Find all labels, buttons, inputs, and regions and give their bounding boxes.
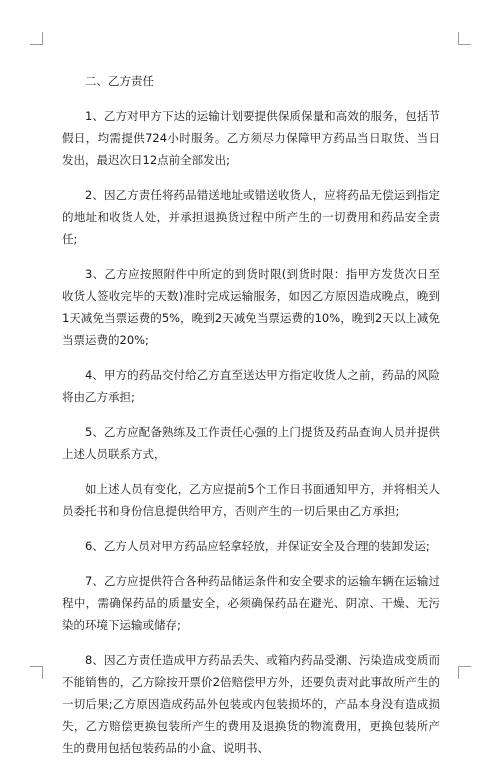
crop-mark-top-left bbox=[30, 32, 43, 45]
paragraph-2: 2、因乙方责任将药品错送地址或错送收货人，应将药品无偿运到指定的地址和收货人处，并承担退换货过程中所产生的一切费用和药品安全责任; bbox=[62, 188, 440, 246]
paragraph-5-continued: 如上述人员有变化，乙方应提前5个工作日书面通知甲方，并将相关人员委托书和身份信息提供给甲方，否则产生的一切后果由乙方承担; bbox=[62, 482, 440, 518]
section-title: 二、乙方责任 bbox=[85, 74, 154, 88]
paragraph-1: 1、乙方对甲方下达的运输计划要提供保质保量和高效的服务，包括节假日，均需提供724小时服务。乙方须尽力保障甲方药品当日取货、当日发出，最迟次日12点前全部发出; bbox=[62, 109, 440, 167]
paragraph-8: 8、因乙方责任造成甲方药品丢失、或箱内药品受潮、污染造成变质而不能销售的，乙方除按开票价2倍赔偿甲方外，还要负责对此事故所产生的一切后果;乙方原因造成药品外包装或内包装损坏的，产品本身没有造成损失，乙方赔偿更换包装所产生的费用及退换货的物流费用，更换包装所产生的费用包括包装药品的小盒、说明书、 bbox=[62, 653, 440, 755]
crop-mark-bottom-right bbox=[458, 666, 471, 679]
paragraph-3: 3、乙方应按照附件中所定的到货时限(到货时限：指甲方发货次日至收货人签收完毕的天数)准时完成运输服务，如因乙方原因造成晚点，晚到1天减免当票运费的5%，晚到2天减免当票运费的10%，晚到2天以上减免当票运费的20%; bbox=[62, 267, 440, 347]
paragraph-7: 7、乙方应提供符合各种药品储运条件和安全要求的运输车辆在运输过程中，需确保药品的质量安全，必须确保药品在避光、阴凉、干燥、无污染的环境下运输或储存; bbox=[62, 574, 440, 632]
crop-mark-bottom-left bbox=[30, 666, 43, 679]
crop-mark-top-right bbox=[458, 32, 471, 45]
page-body bbox=[62, 70, 440, 772]
paragraph-4: 4、甲方的药品交付给乙方直至送达甲方指定收货人之前，药品的风险将由乙方承担; bbox=[62, 368, 440, 404]
paragraph-5: 5、乙方应配备熟练及工作责任心强的上门提货及药品查询人员并提供上述人员联系方式， bbox=[62, 425, 440, 461]
paragraph-6: 6、乙方人员对甲方药品应轻拿轻放，并保证安全及合理的装卸发运; bbox=[85, 539, 430, 553]
